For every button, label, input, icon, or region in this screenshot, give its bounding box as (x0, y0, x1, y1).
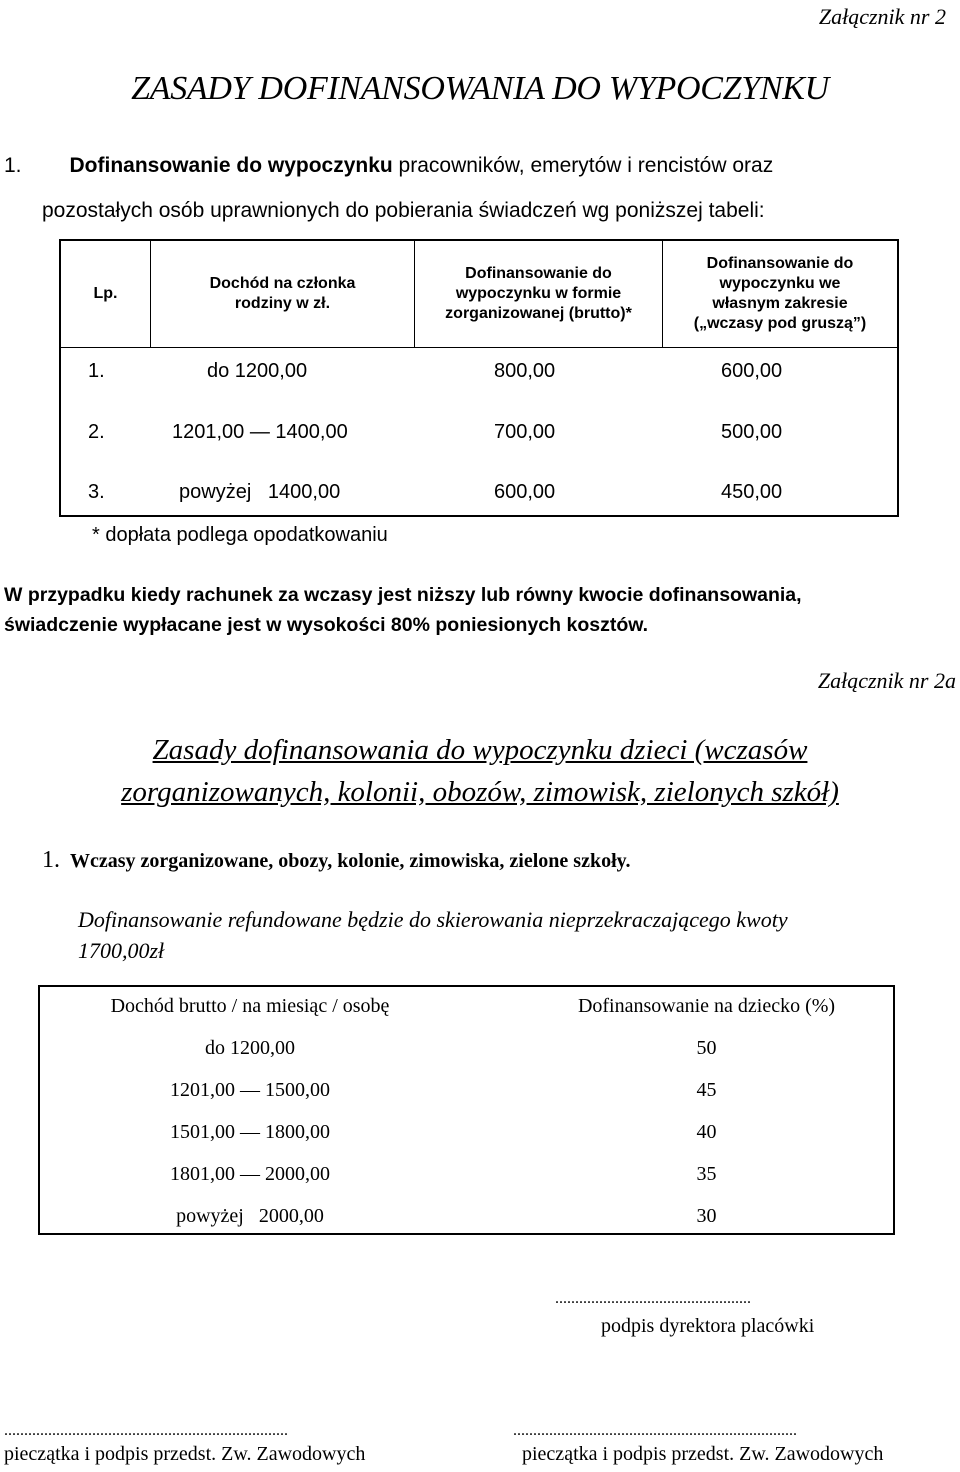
row-1-lp: 1. (88, 360, 105, 382)
row-3-lp: 3. (88, 481, 105, 503)
header-income: Dochód na członka rodziny w zł. (151, 241, 415, 348)
section-2-number: 1. (42, 847, 60, 873)
row-5-percent: 30 (696, 1205, 717, 1227)
annex-2a-number: Załącznik nr 2a (817, 668, 956, 693)
director-signature-line: ................................................. (555, 1290, 751, 1307)
row-2-own: 500,00 (721, 421, 783, 443)
note-line-2: świadczenie wypłacane jest w wysokości 80% poniesionych kosztów. (4, 614, 649, 636)
header-child-percent: Dofinansowanie na dziecko (%) (577, 995, 836, 1017)
section-number: 1. (4, 154, 22, 177)
row-3-own: 450,00 (721, 481, 783, 503)
footnote: * dopłata podlega opodatkowaniu (92, 524, 388, 546)
row-3-organized: 600,00 (494, 481, 556, 503)
refund-line-2: 1700,00zł (78, 938, 165, 963)
row-2-lp: 2. (88, 421, 105, 443)
children-title-line-1: Zasady dofinansowania do wypoczynku dzieci (wczasów (152, 734, 808, 766)
section-2-text: Wczasy zorganizowane, obozy, kolonie, zimowiska, zielone szkoły. (70, 850, 631, 872)
row-4-percent: 35 (696, 1163, 717, 1185)
row-1-income: do 1200,00 (205, 1037, 295, 1059)
row-1-percent: 50 (696, 1037, 717, 1059)
left-stamp-line: ....................................................................... (4, 1422, 288, 1439)
right-stamp-label: pieczątka i podpis przedst. Zw. Zawodowych (522, 1443, 884, 1465)
header-own: Dofinansowanie do wypoczynku we własnym zakresie („wczasy pod gruszą”) (663, 241, 897, 348)
row-2-income: 1201,00 — 1500,00 (170, 1079, 330, 1101)
header-organized: Dofinansowanie do wypoczynku w formie zorganizowanej (brutto)* (415, 241, 663, 348)
right-stamp-line: ....................................................................... (513, 1422, 797, 1439)
header-income-brutto: Dochód brutto / na miesiąc / osobę (110, 995, 390, 1017)
row-3-percent: 40 (696, 1121, 717, 1143)
subsidy-table (59, 239, 899, 517)
section-1-intro (4, 154, 773, 178)
note-line-1: W przypadku kiedy rachunek za wczasy jest niższy lub równy kwocie dofinansowania, (4, 584, 802, 606)
section-bold-text: Dofinansowanie do wypoczynku (69, 154, 393, 177)
row-1-income: do 1200,00 (207, 360, 308, 382)
refund-line-1: Dofinansowanie refundowane będzie do skierowania nieprzekraczającego kwoty (78, 907, 788, 932)
row-4-income: 1801,00 — 2000,00 (170, 1163, 330, 1185)
row-1-organized: 800,00 (494, 360, 556, 382)
children-subsidy-table (38, 985, 895, 1235)
left-stamp-label: pieczątka i podpis przedst. Zw. Zawodowych (4, 1443, 366, 1465)
row-5-income: powyżej 2000,00 (176, 1205, 324, 1227)
director-signature-label: podpis dyrektora placówki (601, 1315, 815, 1337)
section-text: pracowników, emerytów i rencistów oraz (392, 154, 774, 177)
row-2-percent: 45 (696, 1079, 717, 1101)
section-2-heading (42, 847, 631, 874)
row-2-organized: 700,00 (494, 421, 556, 443)
row-3-income: powyżej 1400,00 (179, 481, 341, 503)
children-title-line-2: zorganizowanych, kolonii, obozów, zimowisk, zielonych szkół) (121, 776, 839, 808)
row-2-income: 1201,00 — 1400,00 (172, 421, 348, 443)
annex-number: Załącznik nr 2 (818, 4, 946, 29)
page-title: ZASADY DOFINANSOWANIA DO WYPOCZYNKU (131, 70, 829, 107)
header-lp: Lp. (61, 241, 151, 348)
row-1-own: 600,00 (721, 360, 783, 382)
row-3-income: 1501,00 — 1800,00 (170, 1121, 330, 1143)
section-1-line2: pozostałych osób uprawnionych do pobierania świadczeń wg poniższej tabeli: (42, 199, 765, 222)
